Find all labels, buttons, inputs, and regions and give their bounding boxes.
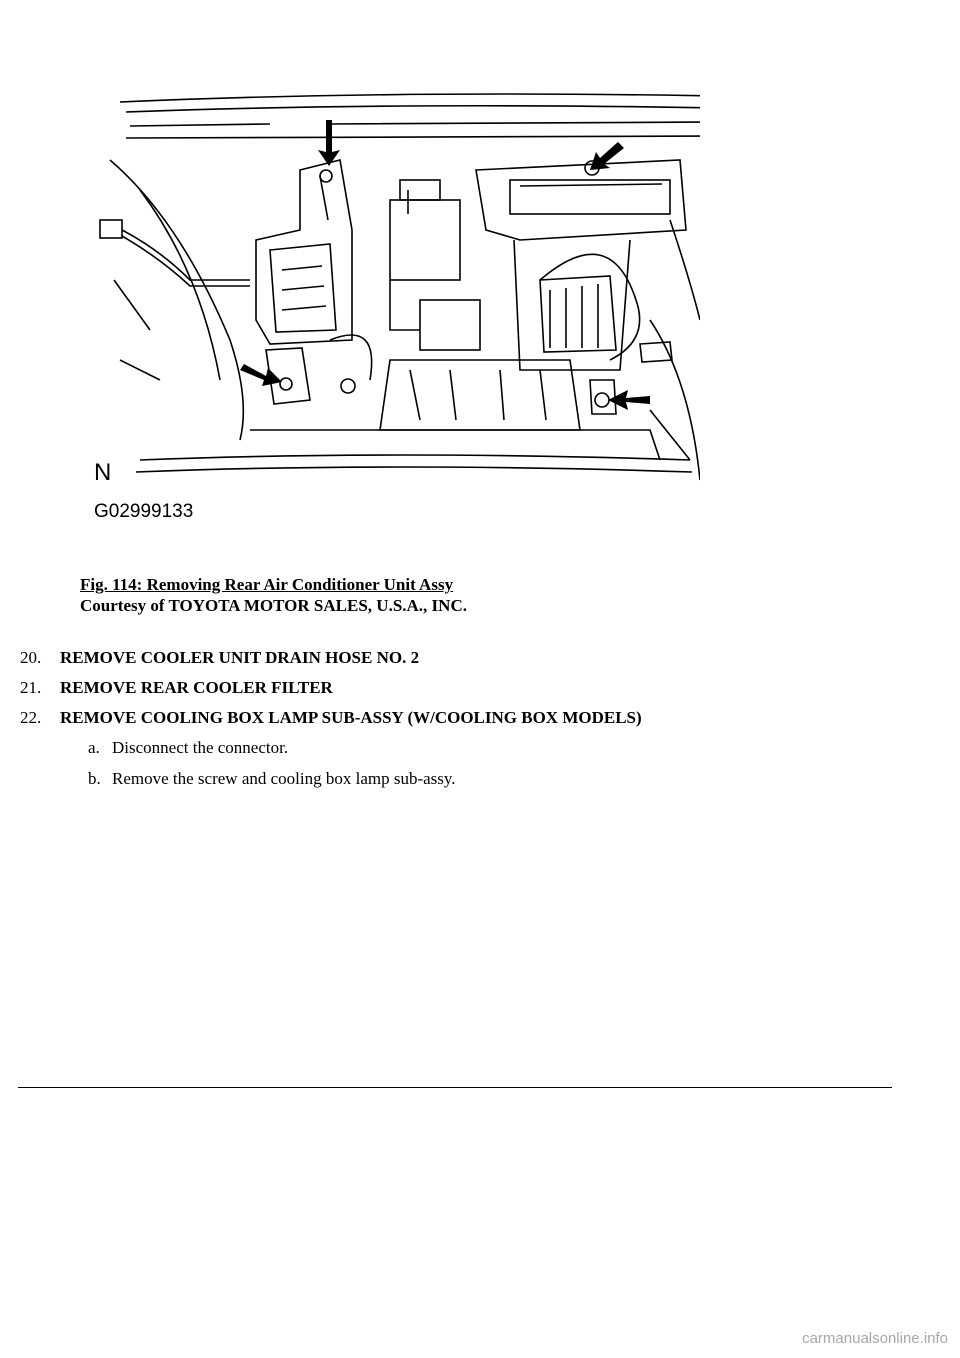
substep-text: Disconnect the connector. xyxy=(112,738,289,757)
step-number: 21. xyxy=(20,678,42,697)
watermark: carmanualsonline.info xyxy=(802,1330,948,1347)
figure-courtesy: Courtesy of TOYOTA MOTOR SALES, U.S.A., INC. xyxy=(80,596,467,615)
step-item xyxy=(20,708,642,738)
diagram-figure xyxy=(90,80,700,520)
substep-list xyxy=(88,738,456,800)
figure-title[interactable]: Fig. 114: Removing Rear Air Conditioner Unit Assy xyxy=(80,575,454,594)
step-item xyxy=(20,678,642,708)
substep-item xyxy=(88,738,456,769)
step-text: REMOVE REAR COOLER FILTER xyxy=(60,678,333,697)
step-text: REMOVE COOLING BOX LAMP SUB-ASSY (W/COOLING BOX MODELS) xyxy=(60,708,642,727)
substep-text: Remove the screw and cooling box lamp sub-assy. xyxy=(112,769,456,788)
rear-ac-unit-diagram xyxy=(90,80,700,520)
step-number: 20. xyxy=(20,648,42,667)
substep-letter: b. xyxy=(88,769,101,788)
page-divider xyxy=(18,1087,892,1088)
substep-item xyxy=(88,769,456,800)
step-item xyxy=(20,648,642,678)
substep-letter: a. xyxy=(88,738,100,757)
step-list xyxy=(20,648,642,738)
figure-caption xyxy=(80,574,467,616)
view-label: N xyxy=(94,459,112,486)
figure-code: G02999133 xyxy=(94,501,194,520)
step-number: 22. xyxy=(20,708,42,727)
step-text: REMOVE COOLER UNIT DRAIN HOSE NO. 2 xyxy=(60,648,420,667)
